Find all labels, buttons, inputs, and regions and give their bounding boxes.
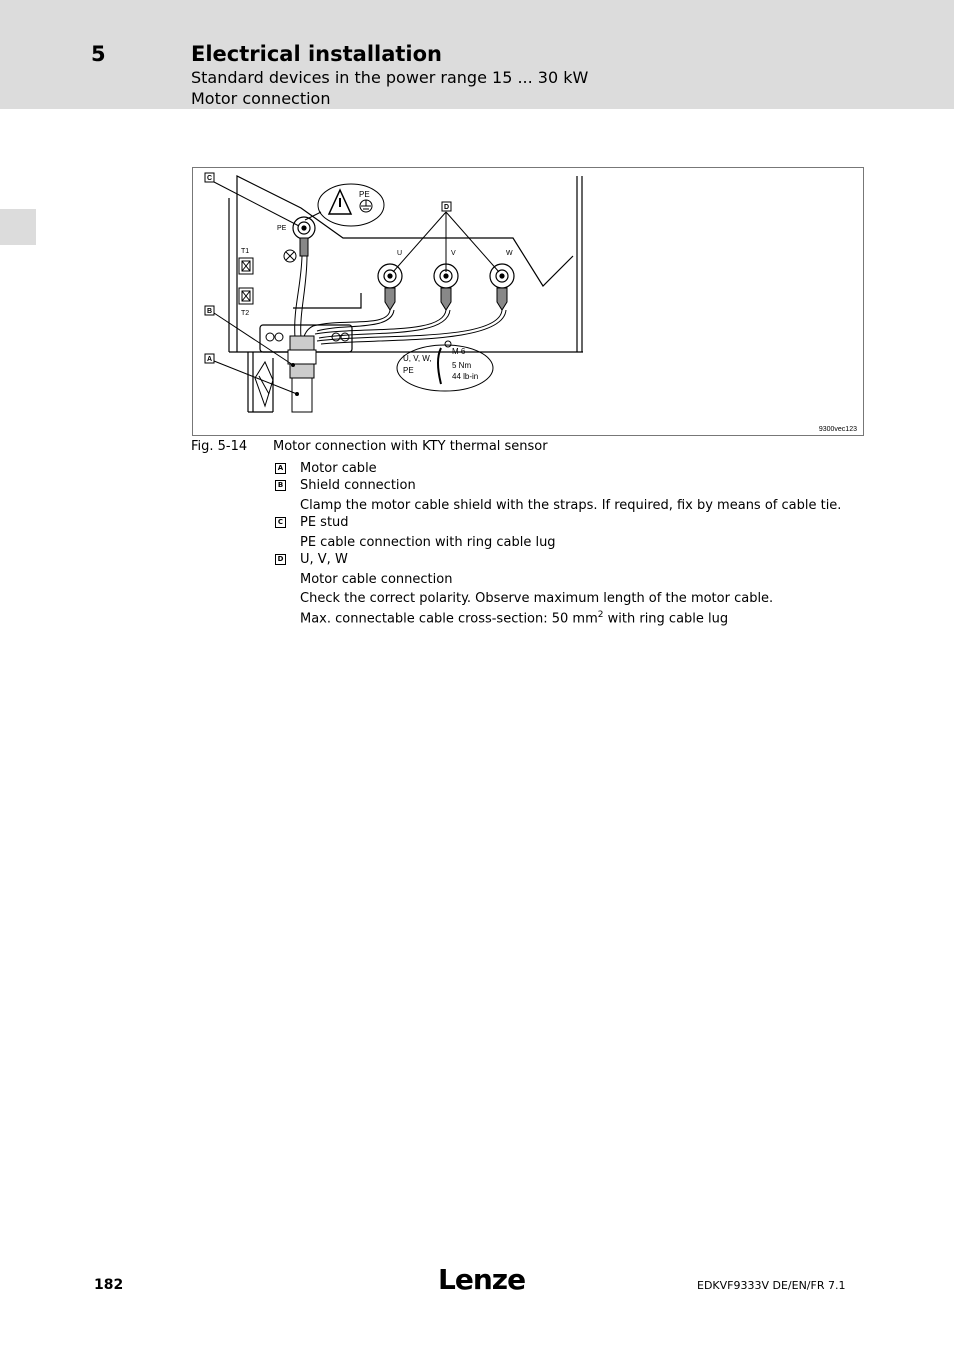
legend-key-b: B xyxy=(275,480,286,491)
callout-a: A xyxy=(206,356,213,363)
torque-lbin: 44 lb-in xyxy=(452,372,479,381)
page-number: 182 xyxy=(94,1277,124,1293)
figure-motor-connection xyxy=(192,167,864,436)
legend-text-cross-section xyxy=(300,610,728,626)
superscript-2: 2 xyxy=(597,610,604,620)
label-u: U xyxy=(397,250,403,257)
wiring-diagram xyxy=(193,168,863,435)
cross-section-text: Max. connectable cable cross-section: 50 mm xyxy=(300,611,598,627)
figure-number: Fig. 5-14 xyxy=(191,439,248,454)
label-w: W xyxy=(506,250,513,257)
legend-text: Shield connection xyxy=(300,478,416,493)
figure-code: 9300vec123 xyxy=(818,426,857,433)
legend-text: PE stud xyxy=(300,515,349,530)
legend-key-a: A xyxy=(275,463,286,474)
callout-c: C xyxy=(206,175,213,182)
chapter-side-tab xyxy=(0,209,36,245)
legend-text: U, V, W xyxy=(300,552,348,567)
label-pe-warning: PE xyxy=(359,190,370,199)
cross-section-suffix: with ring cable lug xyxy=(603,611,729,627)
callout-d: D xyxy=(443,204,450,211)
legend-text: Motor cable connection xyxy=(300,572,453,587)
header-band xyxy=(0,0,954,109)
torque-thread: M 6 xyxy=(452,347,466,356)
figure-caption: Motor connection with KTY thermal sensor xyxy=(273,439,548,454)
legend-key-c: C xyxy=(275,517,286,528)
legend-key-d: D xyxy=(275,554,286,565)
label-v: V xyxy=(451,250,456,257)
legend-text: Check the correct polarity. Observe maximum length of the motor cable. xyxy=(300,591,774,606)
label-pe-stud: PE xyxy=(277,225,287,232)
torque-terminals-line1: U, V, W, xyxy=(403,354,432,363)
chapter-title: Electrical installation xyxy=(191,42,442,66)
subsection-subtitle: Motor connection xyxy=(191,89,331,108)
section-subtitle: Standard devices in the power range 15 ... 30 kW xyxy=(191,68,589,87)
label-t1: T1 xyxy=(241,248,250,255)
label-t2: T2 xyxy=(241,310,250,317)
document-code: EDKVF9333V DE/EN/FR 7.1 xyxy=(697,1279,846,1292)
chapter-number: 5 xyxy=(91,42,106,66)
callout-b: B xyxy=(206,308,213,315)
lenze-logo: Lenze xyxy=(438,1263,526,1296)
legend-text: Clamp the motor cable shield with the straps. If required, fix by means of cable tie. xyxy=(300,498,842,513)
torque-nm: 5 Nm xyxy=(452,361,472,370)
legend-text: PE cable connection with ring cable lug xyxy=(300,535,556,550)
torque-terminals-line2: PE xyxy=(403,366,414,375)
legend-text: Motor cable xyxy=(300,461,377,476)
